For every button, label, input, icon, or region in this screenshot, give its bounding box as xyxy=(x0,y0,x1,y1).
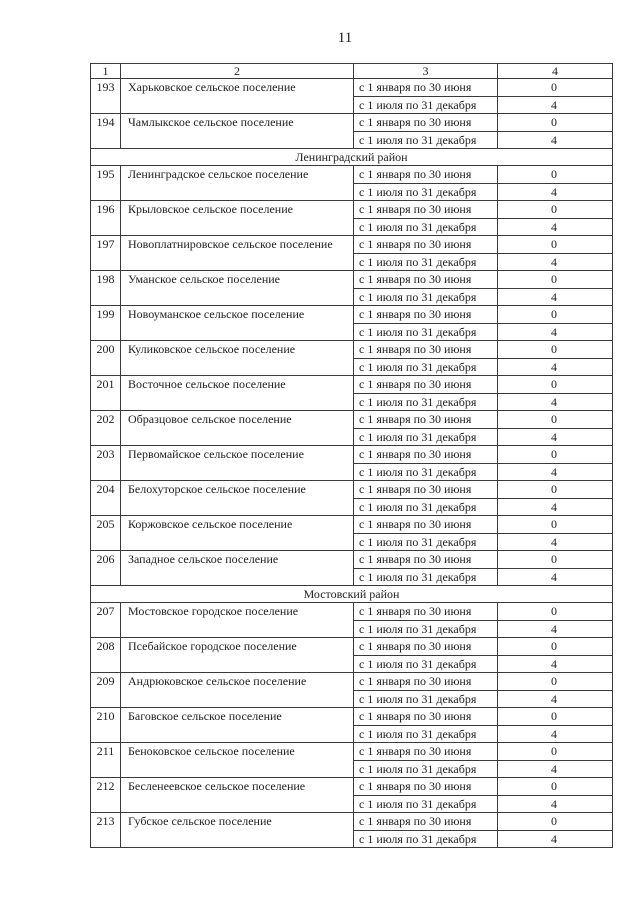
period-value: 4 xyxy=(498,131,613,149)
period-value: 4 xyxy=(498,183,613,201)
settlement-name: Баговское сельское поселение xyxy=(121,708,354,743)
period-value: 0 xyxy=(498,411,613,429)
period-value: 4 xyxy=(498,323,613,341)
row-number: 204 xyxy=(91,481,121,516)
period-value: 0 xyxy=(498,201,613,219)
period-label: с 1 июля по 31 декабря xyxy=(354,358,498,376)
period-value: 0 xyxy=(498,236,613,254)
period-label: с 1 июля по 31 декабря xyxy=(354,428,498,446)
table-row xyxy=(91,603,613,621)
region-row xyxy=(91,149,613,166)
period-value: 0 xyxy=(498,603,613,621)
period-label: с 1 июля по 31 декабря xyxy=(354,288,498,306)
table-row xyxy=(91,341,613,359)
period-label: с 1 января по 30 июня xyxy=(354,201,498,219)
period-label: с 1 января по 30 июня xyxy=(354,638,498,656)
column-header-2: 2 xyxy=(121,64,354,79)
table-row xyxy=(91,79,613,97)
settlement-name: Уманское сельское поселение xyxy=(121,271,354,306)
period-value: 0 xyxy=(498,306,613,324)
table-row xyxy=(91,778,613,796)
period-label: с 1 июля по 31 декабря xyxy=(354,795,498,813)
page-number: 11 xyxy=(337,30,353,46)
period-value: 0 xyxy=(498,79,613,97)
period-label: с 1 января по 30 июня xyxy=(354,603,498,621)
period-value: 0 xyxy=(498,271,613,289)
table-row xyxy=(91,638,613,656)
column-header-3: 3 xyxy=(354,64,498,79)
table-row xyxy=(91,551,613,569)
period-value: 4 xyxy=(498,568,613,586)
table-row xyxy=(91,743,613,761)
period-value: 4 xyxy=(498,725,613,743)
row-number: 207 xyxy=(91,603,121,638)
table-row xyxy=(91,306,613,324)
table-row xyxy=(91,481,613,499)
period-value: 0 xyxy=(498,778,613,796)
period-label: с 1 января по 30 июня xyxy=(354,376,498,394)
row-number: 202 xyxy=(91,411,121,446)
period-label: с 1 июля по 31 декабря xyxy=(354,131,498,149)
period-value: 4 xyxy=(498,533,613,551)
settlement-name: Белохуторское сельское поселение xyxy=(121,481,354,516)
settlement-name: Ленинградское сельское поселение xyxy=(121,166,354,201)
period-value: 0 xyxy=(498,638,613,656)
period-label: с 1 июля по 31 декабря xyxy=(354,620,498,638)
table-header-row xyxy=(91,64,613,79)
period-label: с 1 января по 30 июня xyxy=(354,411,498,429)
period-label: с 1 июля по 31 декабря xyxy=(354,183,498,201)
row-number: 209 xyxy=(91,673,121,708)
row-number: 199 xyxy=(91,306,121,341)
period-value: 4 xyxy=(498,393,613,411)
settlement-name: Новоплатнировское сельское поселение xyxy=(121,236,354,271)
period-label: с 1 июля по 31 декабря xyxy=(354,463,498,481)
settlements-table xyxy=(90,63,613,848)
settlement-name: Губское сельское поселение xyxy=(121,813,354,848)
row-number: 206 xyxy=(91,551,121,586)
settlement-name: Бесленеевское сельское поселение xyxy=(121,778,354,813)
period-label: с 1 января по 30 июня xyxy=(354,236,498,254)
table-row xyxy=(91,114,613,132)
row-number: 208 xyxy=(91,638,121,673)
settlement-name: Крыловское сельское поселение xyxy=(121,201,354,236)
period-value: 4 xyxy=(498,795,613,813)
settlement-name: Коржовское сельское поселение xyxy=(121,516,354,551)
period-label: с 1 июля по 31 декабря xyxy=(354,96,498,114)
table-row xyxy=(91,236,613,254)
period-value: 4 xyxy=(498,690,613,708)
row-number: 213 xyxy=(91,813,121,848)
period-label: с 1 января по 30 июня xyxy=(354,114,498,132)
period-label: с 1 июля по 31 декабря xyxy=(354,218,498,236)
table-row xyxy=(91,446,613,464)
row-number: 212 xyxy=(91,778,121,813)
row-number: 201 xyxy=(91,376,121,411)
row-number: 198 xyxy=(91,271,121,306)
period-label: с 1 июля по 31 декабря xyxy=(354,760,498,778)
row-number: 196 xyxy=(91,201,121,236)
period-label: с 1 июля по 31 декабря xyxy=(354,655,498,673)
table-row xyxy=(91,271,613,289)
period-label: с 1 июля по 31 декабря xyxy=(354,323,498,341)
settlement-name: Чамлыкское сельское поселение xyxy=(121,114,354,149)
period-value: 4 xyxy=(498,218,613,236)
period-label: с 1 января по 30 июня xyxy=(354,743,498,761)
table-row xyxy=(91,411,613,429)
period-label: с 1 января по 30 июня xyxy=(354,708,498,726)
row-number: 193 xyxy=(91,79,121,114)
table-row xyxy=(91,516,613,534)
table-row xyxy=(91,166,613,184)
period-value: 4 xyxy=(498,498,613,516)
period-label: с 1 января по 30 июня xyxy=(354,516,498,534)
settlement-name: Харьковское сельское поселение xyxy=(121,79,354,114)
period-label: с 1 января по 30 июня xyxy=(354,673,498,691)
period-label: с 1 июля по 31 декабря xyxy=(354,393,498,411)
settlement-name: Новоуманское сельское поселение xyxy=(121,306,354,341)
column-header-4: 4 xyxy=(498,64,613,79)
region-heading: Ленинградский район xyxy=(91,149,613,166)
period-value: 0 xyxy=(498,551,613,569)
table-row xyxy=(91,813,613,831)
row-number: 195 xyxy=(91,166,121,201)
period-label: с 1 января по 30 июня xyxy=(354,446,498,464)
settlement-name: Куликовское сельское поселение xyxy=(121,341,354,376)
period-label: с 1 июля по 31 декабря xyxy=(354,533,498,551)
period-label: с 1 июля по 31 декабря xyxy=(354,725,498,743)
period-value: 4 xyxy=(498,463,613,481)
period-value: 0 xyxy=(498,446,613,464)
row-number: 200 xyxy=(91,341,121,376)
row-number: 203 xyxy=(91,446,121,481)
period-label: с 1 января по 30 июня xyxy=(354,778,498,796)
period-label: с 1 января по 30 июня xyxy=(354,306,498,324)
period-value: 0 xyxy=(498,481,613,499)
row-number: 194 xyxy=(91,114,121,149)
period-value: 4 xyxy=(498,760,613,778)
period-label: с 1 июля по 31 декабря xyxy=(354,830,498,848)
region-row xyxy=(91,586,613,603)
period-label: с 1 января по 30 июня xyxy=(354,551,498,569)
settlement-name: Беноковское сельское поселение xyxy=(121,743,354,778)
settlement-name: Мостовское городское поселение xyxy=(121,603,354,638)
table-row xyxy=(91,708,613,726)
period-value: 4 xyxy=(498,253,613,271)
period-value: 4 xyxy=(498,655,613,673)
period-value: 0 xyxy=(498,114,613,132)
row-number: 211 xyxy=(91,743,121,778)
period-label: с 1 января по 30 июня xyxy=(354,481,498,499)
period-value: 0 xyxy=(498,673,613,691)
settlement-name: Западное сельское поселение xyxy=(121,551,354,586)
period-value: 0 xyxy=(498,708,613,726)
period-value: 0 xyxy=(498,813,613,831)
row-number: 205 xyxy=(91,516,121,551)
column-header-1: 1 xyxy=(91,64,121,79)
region-heading: Мостовский район xyxy=(91,586,613,603)
period-value: 4 xyxy=(498,358,613,376)
settlement-name: Образцовое сельское поселение xyxy=(121,411,354,446)
period-value: 0 xyxy=(498,376,613,394)
settlement-name: Псебайское городское поселение xyxy=(121,638,354,673)
period-value: 0 xyxy=(498,743,613,761)
period-value: 4 xyxy=(498,288,613,306)
period-label: с 1 января по 30 июня xyxy=(354,341,498,359)
table-row xyxy=(91,201,613,219)
period-label: с 1 июля по 31 декабря xyxy=(354,690,498,708)
period-value: 0 xyxy=(498,516,613,534)
period-label: с 1 июля по 31 декабря xyxy=(354,498,498,516)
period-label: с 1 июля по 31 декабря xyxy=(354,568,498,586)
table-row xyxy=(91,673,613,691)
period-label: с 1 января по 30 июня xyxy=(354,271,498,289)
row-number: 197 xyxy=(91,236,121,271)
period-value: 0 xyxy=(498,341,613,359)
settlement-name: Первомайское сельское поселение xyxy=(121,446,354,481)
period-label: с 1 января по 30 июня xyxy=(354,813,498,831)
period-value: 0 xyxy=(498,166,613,184)
settlement-name: Андрюковское сельское поселение xyxy=(121,673,354,708)
period-value: 4 xyxy=(498,830,613,848)
period-label: с 1 января по 30 июня xyxy=(354,166,498,184)
table-row xyxy=(91,376,613,394)
period-label: с 1 января по 30 июня xyxy=(354,79,498,97)
row-number: 210 xyxy=(91,708,121,743)
period-label: с 1 июля по 31 декабря xyxy=(354,253,498,271)
period-value: 4 xyxy=(498,620,613,638)
period-value: 4 xyxy=(498,96,613,114)
period-value: 4 xyxy=(498,428,613,446)
settlement-name: Восточное сельское поселение xyxy=(121,376,354,411)
